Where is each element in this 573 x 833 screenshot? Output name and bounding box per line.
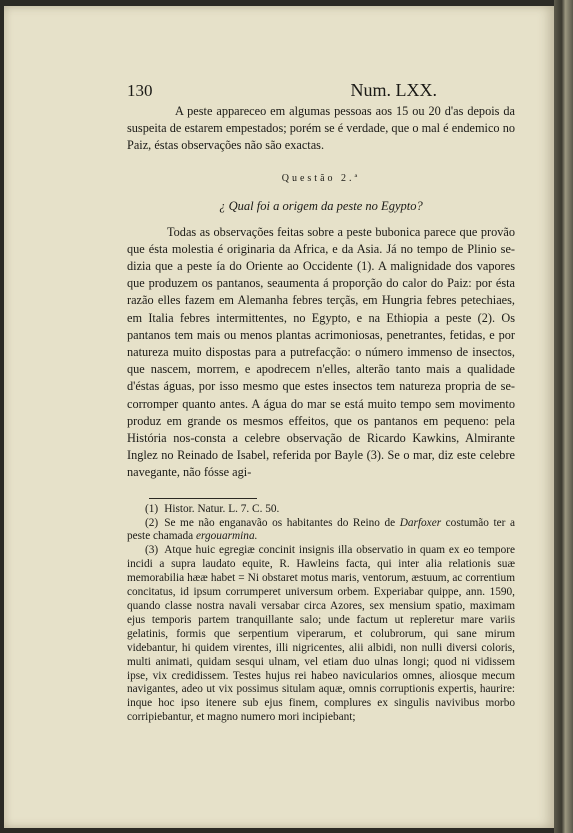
footnote-2-italic-a: Darfoxer <box>399 516 442 529</box>
page-text <box>127 80 515 725</box>
question-heading: ¿ Qual foi a origem da peste no Egypto? <box>219 198 423 213</box>
paragraph-main: Todas as observações feitas sobre a peste bubonica parece que provão que ésta molestia é originaria da Africa, e da Asia. Já no tempo de Plinio se-dizia que a peste ía do Oriente ao Occidente (1). A malignidade dos vapores que produzem os pantanos, seaumenta á proporção do calor do Paiz: por ésta razão elles fazem em Alemanha febres terçãs, em Hungria febres petechiaes, em Italia febres intermittentes, no Egypto, e na Ethiopia a peste (2). Os pantanos tem mais ou menos plantas acrimoniosas, penetrantes, fetidas, e por natureza muito dispostas para a putrefacção: o número immenso de insectos, que nascem, morrem, e apodrecem n'elles, alterão tanto mais a qualidade d'éstas águas, por isso mesmo que estes insectos tem natureza propria de se-corromper quanto antes. A água do mar se está muito tempo sem movimento produz em grande os mesmos effeitos, que os pantanos em pequeno: pela História nos-consta a celebre observação de Ricardo Kawkins, Almirante Inglez no Reinado de Isabel, referida por Bayle (3). Se o mar, diz este celebre navegante, não fósse agi- <box>127 224 515 480</box>
footnote-3-marker: (3) <box>145 544 159 557</box>
footnote-2-text-a: Se me não enganavão os habitantes do Reino de <box>164 516 400 529</box>
footnote-1-marker: (1) <box>145 502 159 515</box>
footnote-1 <box>127 503 515 517</box>
paragraph-intro: A peste appareceo em algumas pessoas aos 15 ou 20 d'as depois da suspeita de estarem empestados; porém se é verdade, que o mal é endemico no Paiz, éstas observações não são exactas. <box>127 104 515 153</box>
footnote-2-marker: (2) <box>145 516 159 529</box>
questao-heading: Questão 2.ª <box>281 172 361 184</box>
page-number: 130 <box>127 81 153 100</box>
footnote-divider <box>149 498 257 499</box>
page-title: Num. LXX. <box>350 80 437 100</box>
footnote-2-text-b: costumão ter a peste chamada <box>127 516 515 543</box>
page-header <box>127 80 515 102</box>
footnote-2-italic-b: ergouarmina. <box>196 530 258 543</box>
footnote-3-text: Atque huic egregiæ concinit insignis illa observatio in quam ex eo tempore incidi a supra laudato equite, R. Hawleins facta, qui inter alia relationis suæ memorabilia hææ habet = Ni obstaret motus maris, ventorum, æstuum, ac correntium concitatus, id ipsum corrumperet universum orbem. Experiabar quippe, ann. 1590, quando classe nostra navali versabar circa Azores, sex mensium spatio, maximam ejus temporis partem tranquillante salo; unde factum ut repleretur mare variis gelatinis, formis que serpentium viperarum, et colubrorum, qui sane mirum videbantur, hi quidem virentes, illi nigricentes, alii albidi, non nulli diversi coloris, multi animati, quidam sesqui ulnam, vel etiam duo ulnas longi; quod ni vidissem ipse, vix credidissem. Testes hujus rei habeo navicularios omnes, aliosque mecum navigantes, adeo ut vix possimus situlam aquæ, omnis corruptionis expertis, haurire: inque hoc ipso itenere sub ejus finem, complures ex singulis navivibus morbo corripiebantur, et magno numero mori incipiebant; <box>127 544 515 724</box>
book-gutter <box>554 0 573 833</box>
footnote-3 <box>127 544 515 725</box>
footnote-1-text: Histor. Natur. L. 7. C. 50. <box>164 502 280 515</box>
footnote-2 <box>127 517 515 545</box>
